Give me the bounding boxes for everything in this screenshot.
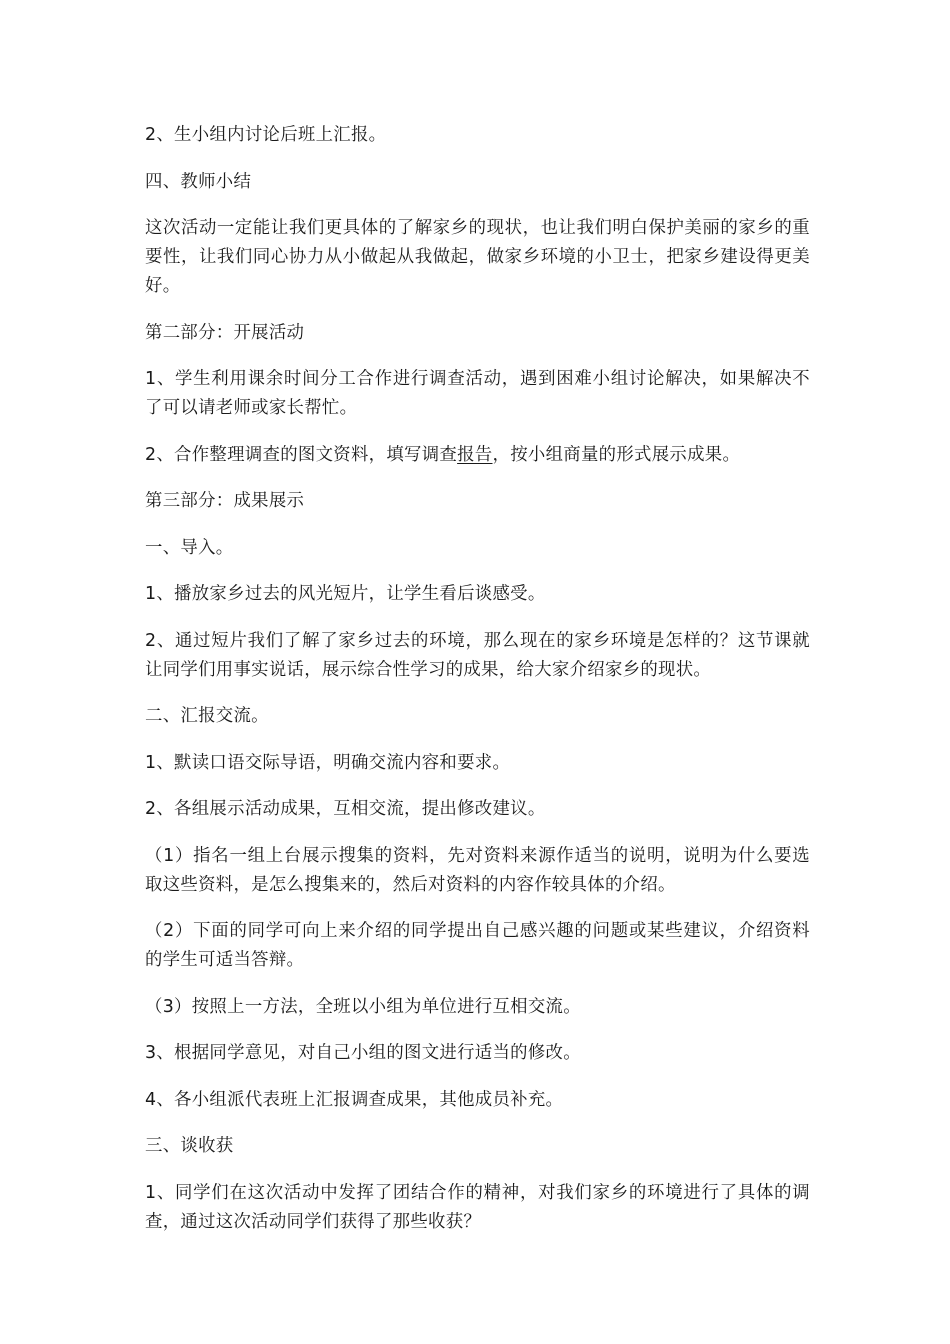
paragraph-13: 2、各组展示活动成果，互相交流，提出修改建议。 — [145, 799, 546, 819]
section-heading-part-three: 第三部分：成果展示 — [145, 491, 305, 511]
paragraph-16: （3）按照上一方法，全班以小组为单位进行互相交流。 — [145, 996, 581, 1017]
document-body — [145, 121, 810, 1254]
subheading-introduction: 一、导入。 — [145, 537, 234, 558]
paragraph-6 — [145, 441, 810, 470]
paragraph-20: 1、同学们在这次活动中发挥了团结合作的精神，对我们家乡的环境进行了具体的调查，通过这次活动同学们获得了那些收获？ — [145, 1182, 810, 1232]
subheading-report-exchange: 二、汇报交流。 — [145, 706, 269, 726]
paragraph-17: 3、根据同学意见，对自己小组的图文进行适当的修改。 — [145, 1043, 581, 1063]
paragraph-6-text-after: ，按小组商量的形式展示成果。 — [492, 444, 741, 465]
paragraph-14: （1）指名一组上台展示搜集的资料，先对资料来源作适当的说明，说明为什么要选取这些资料，是怎么搜集来的，然后对资料的内容作较具体的介绍。 — [145, 845, 810, 895]
section-heading-teacher-summary: 四、教师小结 — [145, 171, 252, 192]
paragraph-6-text-before: 2、合作整理调查的图文资料，填写调查 — [145, 444, 458, 465]
paragraph-15: （2）下面的同学可向上来介绍的同学提出自己感兴趣的问题或某些建议，介绍资料的学生可适当答辩。 — [145, 921, 810, 970]
section-heading-part-two: 第二部分：开展活动 — [145, 322, 305, 343]
report-link[interactable]: 报告 — [457, 444, 493, 465]
subheading-harvest: 三、谈收获 — [145, 1136, 234, 1156]
paragraph-3: 这次活动一定能让我们更具体的了解家乡的现状，也让我们明白保护美丽的家乡的重要性，让我们同心协力从小做起从我做起，做家乡环境的小卫士，把家乡建设得更美好。 — [145, 218, 810, 296]
paragraph-1: 2、生小组内讨论后班上汇报。 — [145, 125, 387, 145]
paragraph-10: 2、通过短片我们了解了家乡过去的环境，那么现在的家乡环境是怎样的？这节课就让同学们用事实说话，展示综合性学习的成果，给大家介绍家乡的现状。 — [145, 630, 810, 680]
paragraph-18: 4、各小组派代表班上汇报调查成果，其他成员补充。 — [145, 1089, 564, 1110]
paragraph-9: 1、播放家乡过去的风光短片，让学生看后谈感受。 — [145, 584, 546, 604]
paragraph-12: 1、默读口语交际导语，明确交流内容和要求。 — [145, 752, 511, 773]
paragraph-5: 1、学生利用课余时间分工合作进行调查活动，遇到困难小组讨论解决，如果解决不了可以请老师或家长帮忙。 — [145, 369, 810, 418]
